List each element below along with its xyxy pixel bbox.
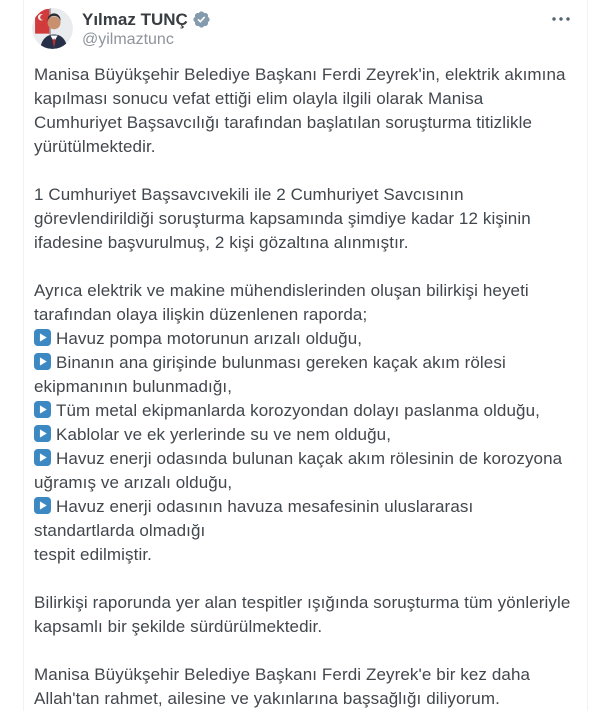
name-row [82,9,211,30]
tweet-card [23,0,588,711]
more-button[interactable] [549,10,573,28]
avatar-image [32,8,73,49]
tweet-paragraph [34,663,575,711]
tweet-text-line: Manisa Büyükşehir Belediye Başkanı Ferdi Zeyrek'in, elektrik akımına kapılması sonucu vefat ettiği elim olayla ilgili olarak Manisa Cumhuriyet Başsavcılığı tarafından başlatılan soruşturma titizlikle yürütülmektedir. [34,65,566,156]
play-button-icon [34,329,51,346]
bullet-item-text: Havuz enerji odasının havuza mesafesinin uluslararası standartlarda olmadığı [34,497,474,540]
bullet-item-text: Havuz enerji odasında bulunan kaçak akım rölesinin de korozyona uğramış ve arızalı olduğu, [34,449,563,492]
bullet-item-text: Binanın ana girişinde bulunması gereken kaçak akım rölesi ekipmanının bulunmadığı, [34,353,506,396]
tweet-text-line: 1 Cumhuriyet Başsavcıvekili ile 2 Cumhuriyet Savcısının görevlendirildiği soruşturma kapsamında şimdiye kadar 12 kişinin ifadesine başvurulmuş, 2 kişi gözaltına alınmıştır. [34,185,531,252]
bullet-item-text: Havuz pompa motorunun arızalı olduğu, [56,329,363,348]
tweet-paragraph [34,279,575,567]
play-button-icon [34,497,51,514]
more-horizontal-icon [551,16,571,22]
play-button-icon [34,425,51,442]
play-button-icon [34,401,51,418]
tweet-paragraph [34,183,575,255]
verified-badge-icon [192,10,211,29]
author-block [82,8,211,50]
avatar[interactable] [32,8,73,49]
tweet-text-line: Bilirkişi raporunda yer alan tespitler ışığında soruşturma tüm yönleriyle kapsamlı bir şekilde sürdürülmektedir. [34,593,571,636]
bullet-item-text: Tüm metal ekipmanlarda korozyondan dolayı paslanma olduğu, [56,401,540,420]
tweet-text-line: Manisa Büyükşehir Belediye Başkanı Ferdi Zeyrek'e bir kez daha Allah'tan rahmet, ailesine ve yakınlarına başsağlığı diliyorum. [34,665,531,708]
author-display-name[interactable]: Yılmaz TUNÇ [82,10,188,29]
bullet-item-text: Kablolar ve ek yerlerinde su ve nem olduğu, [56,425,392,444]
tweet-text-line: Ayrıca elektrik ve makine mühendislerinden oluşan bilirkişi heyeti tarafından olaya ilişkin düzenlenen raporda; [34,281,529,324]
play-button-icon [34,353,51,370]
tweet-body [32,63,575,711]
tweet-paragraph [34,63,575,159]
tweet-text-line: tespit edilmiştir. [34,545,153,564]
play-button-icon [34,449,51,466]
author-handle[interactable]: @yilmaztunc [82,31,174,48]
tweet-paragraph [34,591,575,639]
tweet-header [32,8,575,50]
